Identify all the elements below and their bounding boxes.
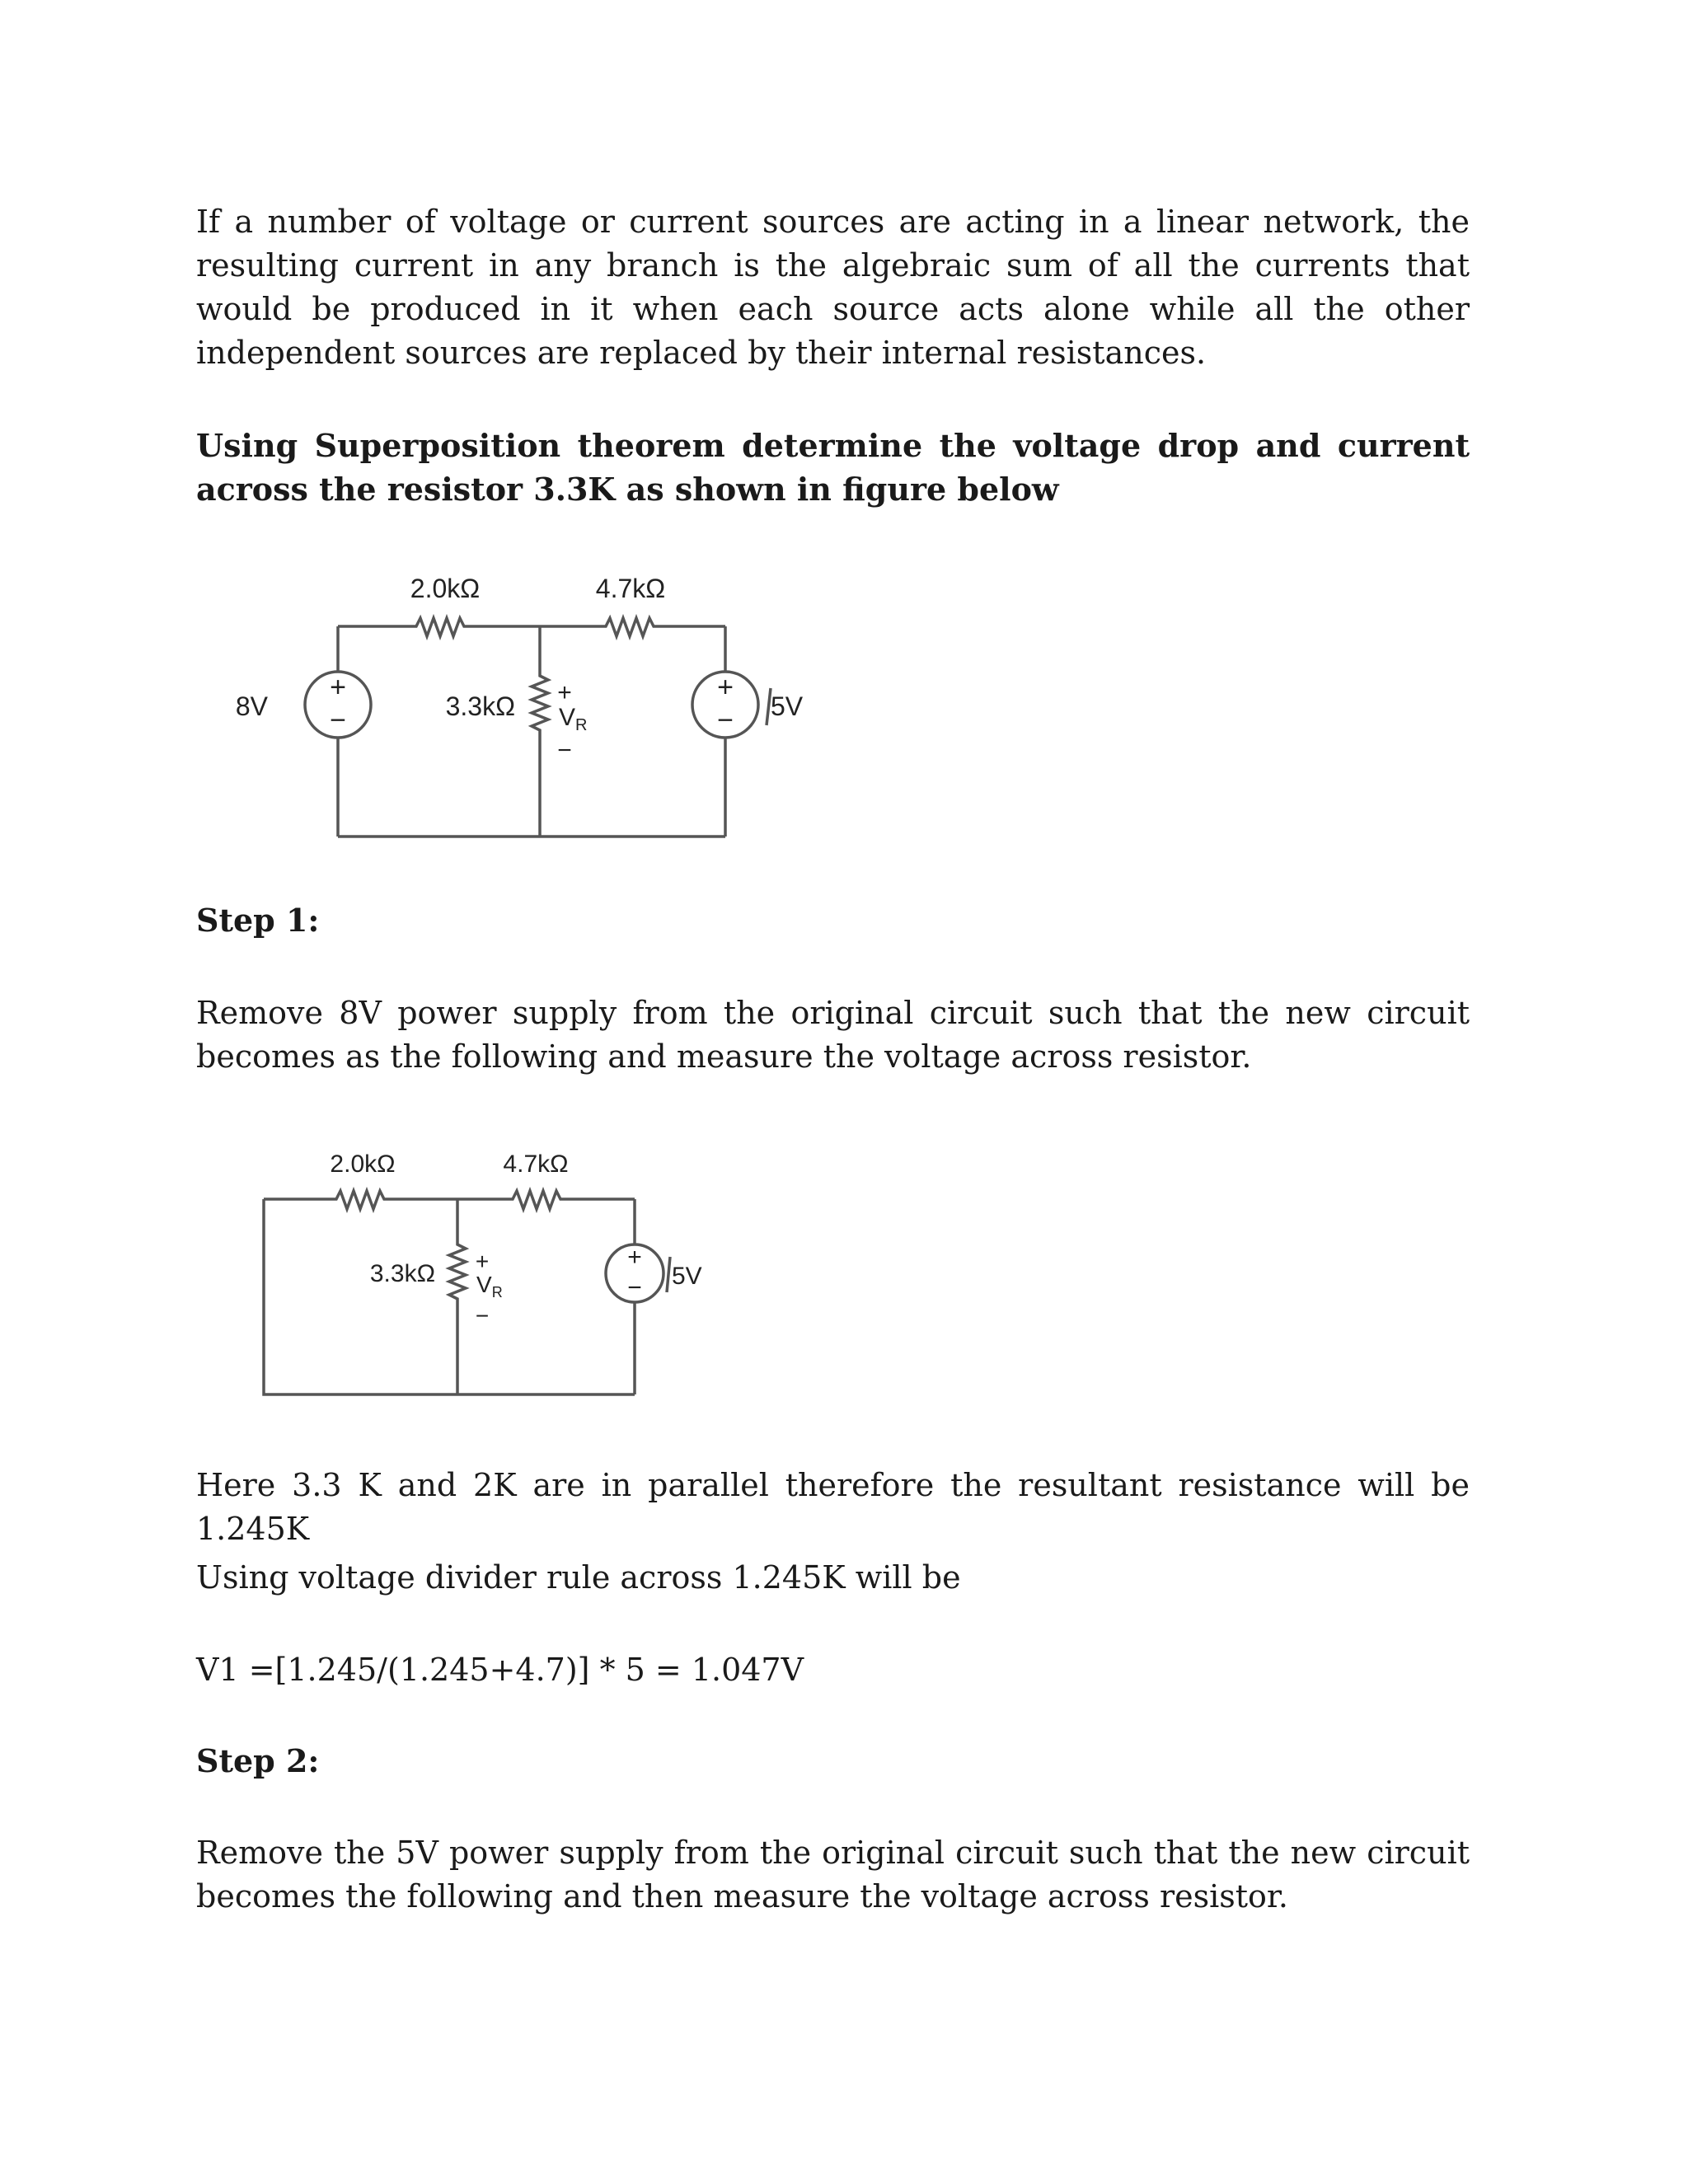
source-label-5v: 5V [771, 691, 804, 721]
circuit-diagram-step1 [247, 1137, 709, 1409]
step1-heading: Step 1: [196, 902, 320, 939]
vr-label: $V_R$ [559, 704, 588, 734]
resistor-label-2k: 2.0kΩ [410, 574, 481, 603]
step2-paragraph: Remove the 5V power supply from the original circuit such that the new circuit becomes the following and then measure the voltage across resistor. [196, 1835, 1470, 1915]
resistor-label-4-7k: 4.7kΩ [595, 574, 666, 603]
v1-formula: V1 =[1.245/(1.245+4.7)] * 5 = 1.047V [196, 1652, 804, 1688]
vr-plus: + [475, 1249, 490, 1274]
parallel-paragraph: Here 3.3 K and 2K are in parallel therefore the resultant resistance will be 1.245K [196, 1467, 1470, 1547]
vr-plus: + [557, 679, 572, 706]
question-paragraph: Using Superposition theorem determine the voltage drop and current across the resistor 3.3K as shown in figure below [196, 427, 1470, 508]
step1-paragraph: Remove 8V power supply from the original circuit such that the new circuit becomes as the following and measure the voltage across resistor. [196, 995, 1470, 1075]
plus-sign: + [627, 1244, 642, 1271]
vr-minus: − [557, 737, 572, 764]
vr-minus: − [475, 1303, 490, 1329]
minus-sign: − [330, 705, 346, 736]
vr-label: $V_R$ [476, 1272, 503, 1301]
plus-sign: + [717, 672, 734, 703]
resistor-label-2k: 2.0kΩ [330, 1151, 396, 1178]
intro-paragraph: If a number of voltage or current sources are acting in a linear network, the resulting current in any branch is the algebraic sum of all the currents that would be produced in it when each source acts alone while all the other independent sources are replaced by their internal resistances. [196, 204, 1470, 371]
circuit-diagram-original [231, 560, 804, 857]
source-label-5v: 5V [672, 1263, 702, 1290]
source-label-8v: 8V [235, 691, 268, 721]
step2-heading: Step 2: [196, 1742, 320, 1779]
resistor-label-3-3k: 3.3kΩ [369, 1260, 435, 1287]
minus-sign: − [717, 705, 734, 736]
plus-sign: + [330, 672, 346, 703]
divider-paragraph: Using voltage divider rule across 1.245K will be [196, 1559, 961, 1596]
resistor-label-3-3k: 3.3kΩ [445, 691, 515, 721]
minus-sign: − [627, 1274, 642, 1301]
resistor-label-4-7k: 4.7kΩ [503, 1151, 569, 1178]
